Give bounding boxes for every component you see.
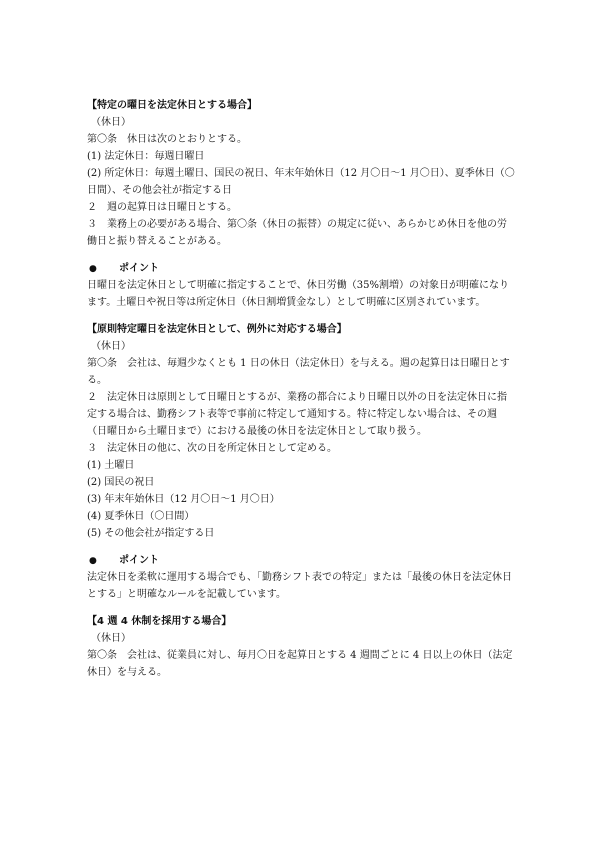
document-body	[87, 97, 522, 681]
article-line: (2) 国民の祝日	[87, 477, 155, 488]
section-heading-flexible-weekday: 【原則特定曜日を法定休日として、例外に対応する場合】	[87, 324, 347, 335]
article-line: (3) 年末年始休日（12 月〇日～1 月〇日）	[87, 494, 280, 505]
article-line: 日間）、その他会社が指定する日	[87, 185, 232, 196]
article-line: ２ 法定休日は原則として日曜日とするが、業務の都合により日曜日以外の日を法定休日に指	[87, 392, 507, 403]
section-heading-specific-weekday: 【特定の曜日を法定休日とする場合】	[87, 100, 257, 111]
point-title: ポイント	[119, 555, 159, 566]
article-line: 休日）を与える。	[87, 667, 167, 678]
article-line: ２ 週の起算日は日曜日とする。	[87, 202, 237, 213]
article-line: （日曜日から土曜日まで）における最後の休日を法定休日として取り扱う。	[87, 426, 427, 437]
article-line: 定する場合は、勤務シフト表等で事前に特定して通知する。特に特定しない場合は、その週	[87, 409, 497, 420]
article-line: ３ 業務上の必要がある場合、第〇条（休日の振替）の規定に従い、あらかじめ休日を他の労	[87, 219, 507, 230]
article-label: （休日）	[91, 633, 131, 644]
article-line: (1) 土曜日	[87, 460, 135, 471]
article-line: (4) 夏季休日（〇日間）	[87, 511, 195, 522]
article-label: （休日）	[91, 117, 131, 128]
point-heading	[87, 260, 522, 277]
bullet-icon: ●	[89, 264, 97, 274]
article-label: （休日）	[91, 341, 131, 352]
point-title: ポイント	[119, 263, 159, 274]
bullet-icon: ●	[89, 556, 97, 566]
point-line: ます。土曜日や祝日等は所定休日（休日割増賃金なし）として明確に区別されています。	[87, 297, 486, 308]
article-line: る。	[87, 375, 107, 386]
article-line: (5) その他会社が指定する日	[87, 528, 215, 539]
point-heading	[87, 552, 522, 569]
point-line: 法定休日を柔軟に運用する場合でも、「勤務シフト表での特定」または「最後の休日を法定休日	[87, 572, 512, 583]
article-line: 第〇条 会社は、従業員に対し、毎月〇日を起算日とする 4 週間ごとに 4 日以上の休日（法定	[87, 650, 513, 661]
point-line: 日曜日を法定休日として明確に指定することで、休日労働（35%割増）の対象日が明確になり	[87, 280, 510, 291]
article-line: ３ 法定休日の他に、次の日を所定休日として定める。	[87, 443, 337, 454]
article-line: 働日と振り替えることがある。	[87, 236, 227, 247]
point-line: とする」と明確なルールを記載しています。	[87, 589, 286, 600]
article-line: 第〇条 休日は次のとおりとする。	[87, 134, 247, 145]
section-heading-four-week: 【4 週 4 休制を採用する場合】	[87, 616, 232, 627]
article-line: (2) 所定休日：毎週土曜日、国民の祝日、年末年始休日（12 月〇日～1 月〇日）、夏季休日（〇	[87, 168, 515, 179]
article-line: (1) 法定休日：毎週日曜日	[87, 151, 205, 162]
article-line: 第〇条 会社は、毎週少なくとも 1 日の休日（法定休日）を与える。週の起算日は日曜日とす	[87, 358, 510, 369]
